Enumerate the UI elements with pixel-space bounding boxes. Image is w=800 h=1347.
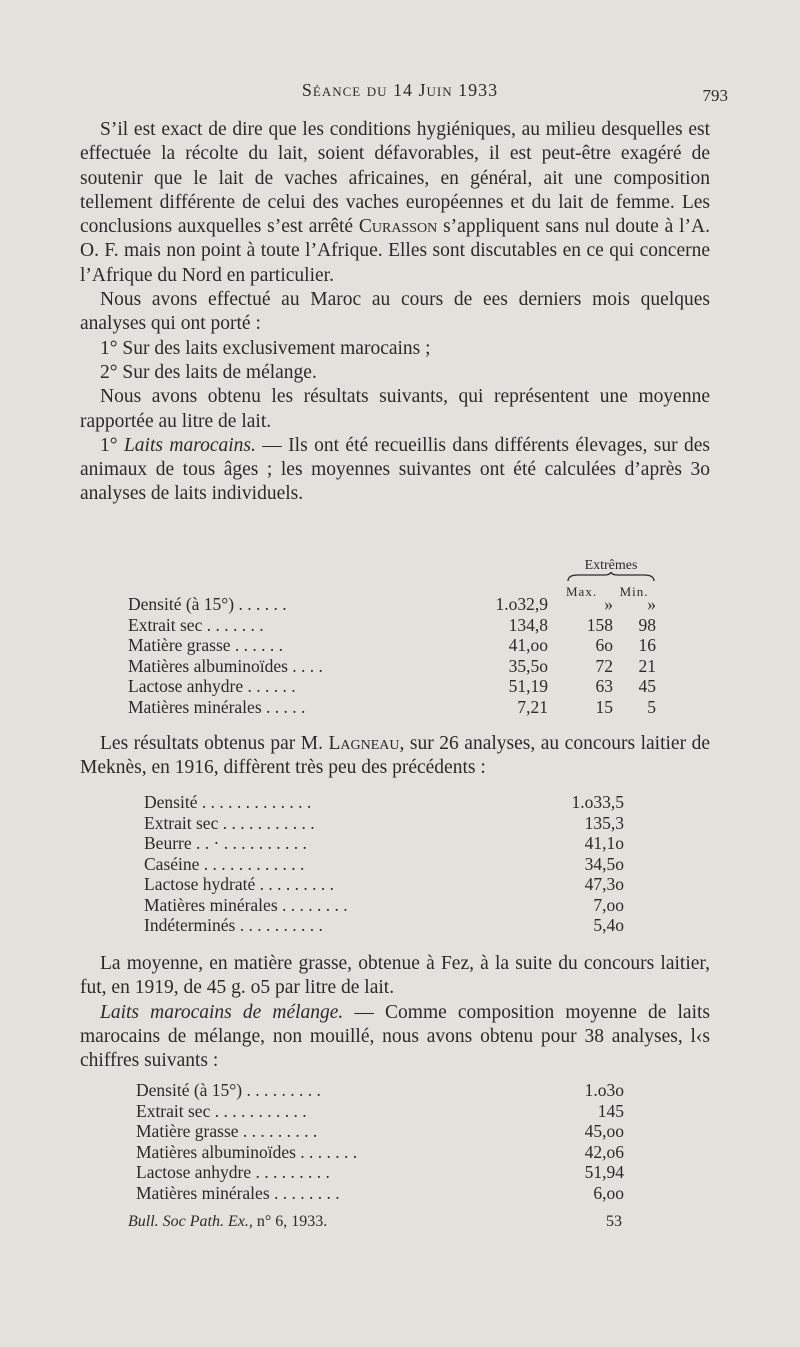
table1-row: Matières minérales . . . . . 7,21 15 5 xyxy=(128,696,656,717)
table3 xyxy=(136,1080,624,1203)
table1-row: Matière grasse . . . . . . 41,oo 6o 16 xyxy=(128,635,656,655)
paragraph-lagneau: Les résultats obtenus par M. Lagneau, sur 26 analyses, au concours laitier de Meknès, en 1916, diffèrent très peu des précédents : xyxy=(80,733,710,779)
table3-row: Matières albuminoïdes . . . . . . . 42,o6 xyxy=(136,1141,624,1162)
running-header xyxy=(0,80,800,104)
table2-row: Densité . . . . . . . . . . . . . 1.o33,5 xyxy=(144,792,624,812)
paragraph-analyses: Nous avons effectué au Maroc au cours de ees derniers mois quelques analyses qui ont porté : xyxy=(80,289,710,335)
table1-row: Extrait sec . . . . . . . 134,8 158 98 xyxy=(128,614,656,635)
section-heading-melange: Laits marocains de mélange. xyxy=(100,1001,344,1023)
paragraph-melange: Laits marocains de mélange. — Comme composition moyenne de laits marocains de mélange, non mouillé, nous avons obtenu pour 38 analyses, l‹s chiffres suivants : xyxy=(80,1001,710,1072)
table2-row: Extrait sec . . . . . . . . . . . 135,3 xyxy=(144,812,624,833)
table1-group-header: Extrêmes xyxy=(584,558,638,573)
paragraph-fez: La moyenne, en matière grasse, obtenue à Fez, à la suite du concours laitier, fut, en 1919, de 45 g. o5 par litre de lait. xyxy=(80,953,710,999)
list-item-2: 2° Sur des laits de mélange. xyxy=(100,361,317,383)
author-name-curasson: Curasson xyxy=(358,216,438,238)
paragraph-laits-marocains: 1° Laits marocains. — Ils ont été recueillis dans différents élevages, sur des animaux de tous âges ; les moyennes suivantes ont été calculées d’après 3o analyses de laits individuels. xyxy=(80,434,710,505)
body-text-3 xyxy=(80,952,710,1073)
header-title: Séance du 14 Juin 1933 xyxy=(301,80,499,100)
body-text-2 xyxy=(80,732,710,781)
table1-row: Densité (à 15°) . . . . . . 1.o32,9 » » xyxy=(128,594,656,614)
table2 xyxy=(144,792,624,936)
table1-row: Lactose anhydre . . . . . . 51,19 63 45 xyxy=(128,676,656,696)
section-heading-laits-marocains: Laits marocains. xyxy=(123,434,256,456)
col-min-header: Min. xyxy=(619,584,649,599)
brace-icon xyxy=(566,572,656,584)
table2-row: Beurre . . · . . . . . . . . . . 41,1o xyxy=(144,833,624,853)
body-text xyxy=(80,118,710,507)
list-item-1: 1° Sur des laits exclusivement marocains ; xyxy=(100,337,431,359)
footer-citation: Bull. Soc Path. Ex., n° 6, 1933. xyxy=(128,1213,328,1230)
table3-row: Matière grasse . . . . . . . . . 45,oo xyxy=(136,1121,624,1141)
col-max-header: Max. xyxy=(566,584,598,599)
sheet-number: 53 xyxy=(606,1213,622,1230)
paragraph-results: Nous avons obtenu les résultats suivants, qui représentent une moyenne rapportée au litre de lait. xyxy=(80,386,710,432)
table1 xyxy=(128,594,668,717)
table3-row: Lactose anhydre . . . . . . . . . 51,94 xyxy=(136,1162,624,1182)
page-number: 793 xyxy=(702,86,728,105)
author-name-lagneau: Lagneau xyxy=(328,733,400,754)
table3-row: Extrait sec . . . . . . . . . . . 145 xyxy=(136,1100,624,1121)
paragraph-intro: S’il est exact de dire que les conditions hygiéniques, au milieu desquelles est effectuée la récolte du lait, soient défavorables, il est peut-être exagéré de soutenir que le lait de vaches africaines, en général, ait une composition tellement différente de celui des vaches européennes et du lait de femme. Les conclusions auxquelles s’est arrêté Curasson s’appliquent sans nul doute à l’A. O. F. mais non point à toute l’Afrique. Elles sont discutables en ce qui concerne l’Afrique du Nord en particulier. xyxy=(80,119,710,286)
table3-row: Matières minérales . . . . . . . . 6,oo xyxy=(136,1182,624,1203)
table1-row: Matières albuminoïdes . . . . 35,5o 72 21 xyxy=(128,655,656,676)
table2-row: Matières minérales . . . . . . . . 7,oo xyxy=(144,894,624,915)
table3-row: Densité (à 15°) . . . . . . . . . 1.o3o xyxy=(136,1080,624,1100)
table2-row: Indéterminés . . . . . . . . . . 5,4o xyxy=(144,915,624,935)
table2-row: Caséine . . . . . . . . . . . . 34,5o xyxy=(144,853,624,874)
table2-row: Lactose hydraté . . . . . . . . . 47,3o xyxy=(144,874,624,894)
